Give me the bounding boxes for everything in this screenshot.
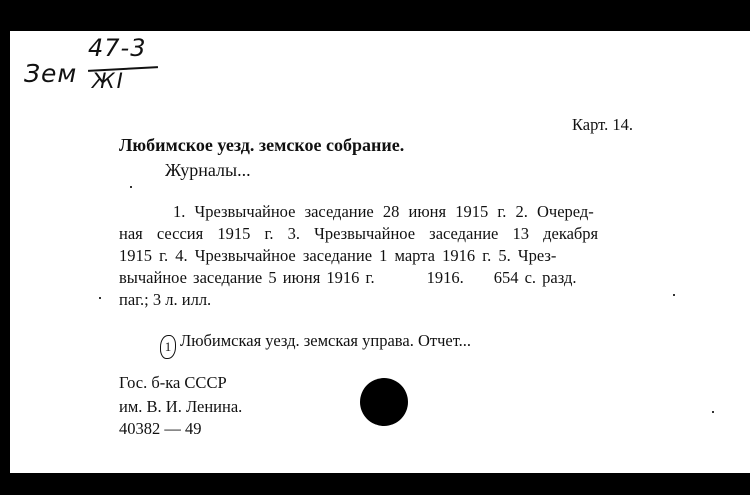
body-line-4-text: вычайное заседание 5 июня 1916 г. — [119, 268, 375, 287]
reference-number: 1 — [160, 335, 176, 359]
library-line-1: Гос. б-ка СССР — [119, 373, 227, 392]
speck — [99, 297, 101, 299]
body-line-2: ная сессия 1915 г. 3. Чрезвычайное заседание 13 декабря — [119, 224, 599, 243]
speck — [712, 411, 714, 413]
reference-entry — [160, 331, 471, 359]
catalog-card — [10, 31, 750, 473]
body-line-4-pages: 654 с. разд. — [493, 268, 577, 287]
speck — [673, 294, 675, 296]
body-line-3: 1915 г. 4. Чрезвычайное заседание 1 марта 1916 г. 5. Чрез- — [119, 246, 557, 265]
handwritten-denominator: ЖI — [92, 69, 125, 93]
library-line-2: им. В. И. Ленина. — [119, 397, 243, 416]
body-line-4-year: 1916. — [426, 268, 464, 287]
reference-text: Любимская уезд. земская управа. Отчет... — [180, 331, 472, 350]
body-line-4 — [119, 268, 576, 288]
card-subheading: Журналы... — [165, 160, 251, 180]
handwritten-prefix: Зем — [24, 59, 78, 88]
library-line-3: 40382 — 49 — [119, 419, 202, 438]
speck — [130, 186, 132, 188]
card-number: Карт. 14. — [572, 115, 633, 134]
card-heading: Любимское уезд. земское собрание. — [119, 135, 405, 155]
body-line-5: паг.; 3 л. илл. — [119, 290, 212, 309]
handwritten-numerator: 47-3 — [88, 34, 147, 62]
body-line-1: 1. Чрезвычайное заседание 28 июня 1915 г. 2. Очеред- — [173, 202, 594, 221]
punch-hole — [360, 378, 408, 426]
